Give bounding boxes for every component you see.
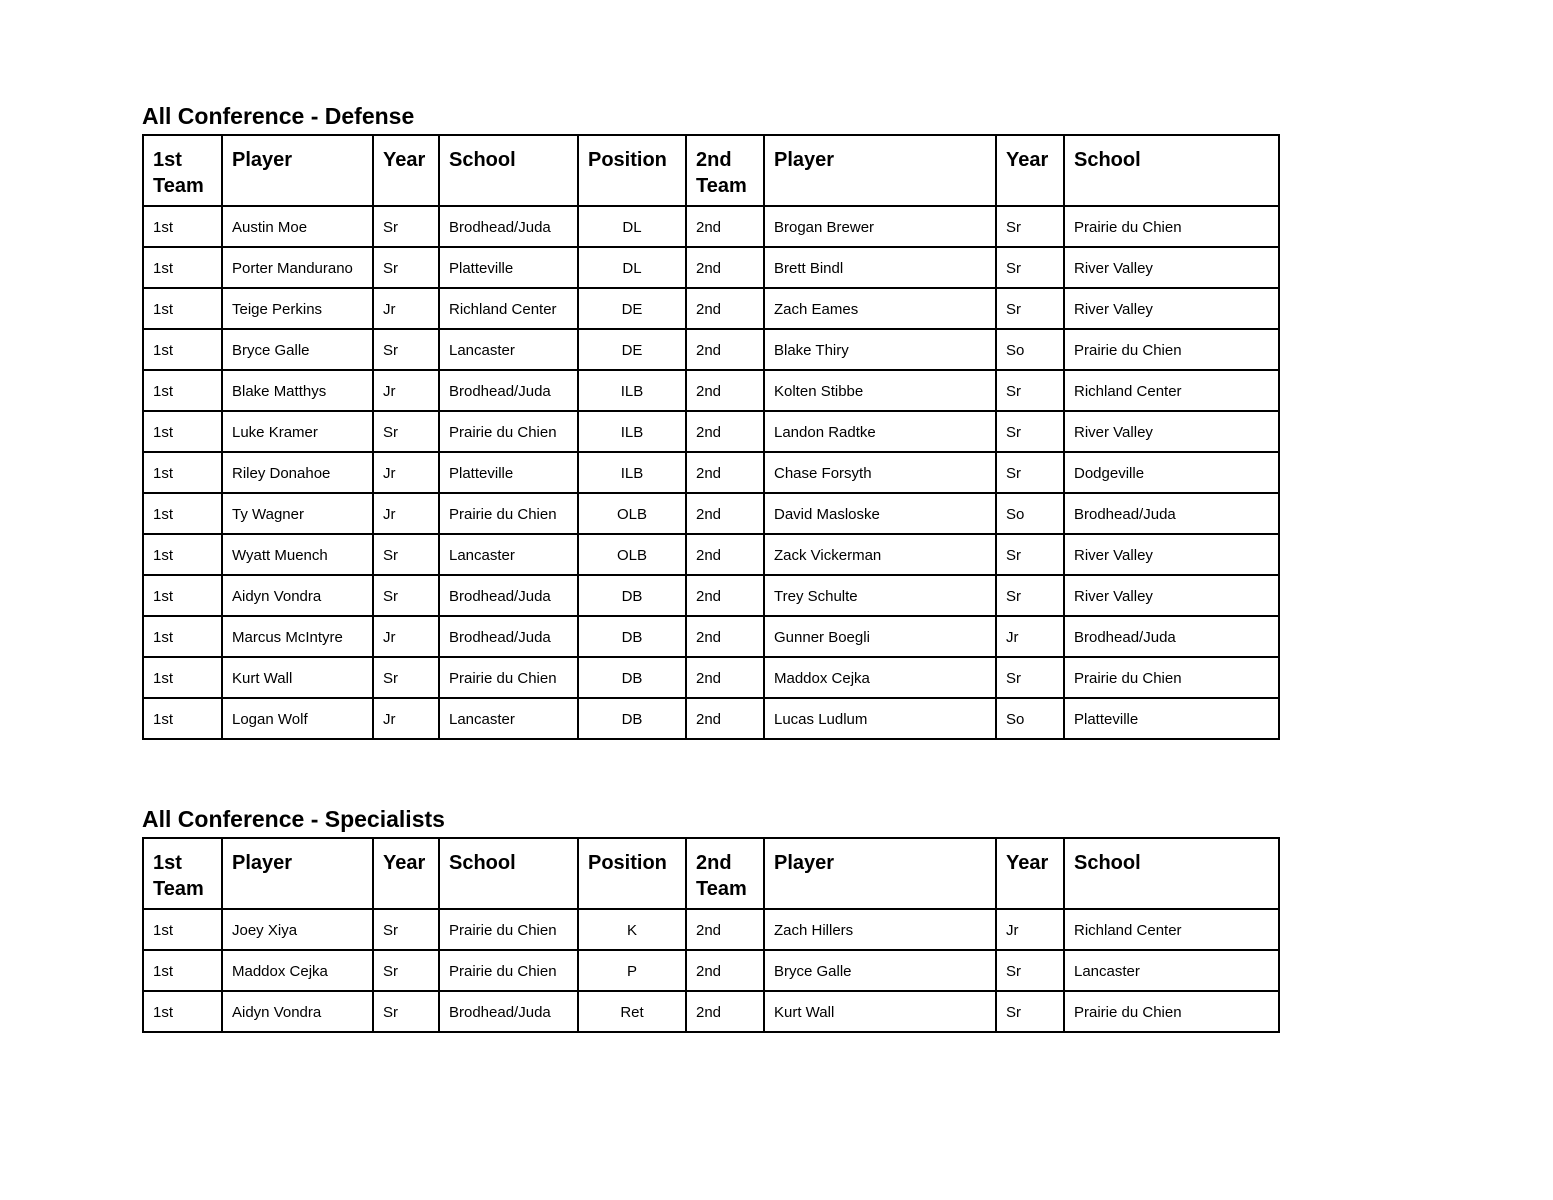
header-player: Player	[222, 135, 373, 206]
school-cell: Brodhead/Juda	[439, 991, 578, 1032]
second-team-cell: 2nd	[686, 329, 764, 370]
defense-header-row	[143, 135, 1279, 206]
year-cell: Sr	[373, 991, 439, 1032]
first-team-cell: 1st	[143, 950, 222, 991]
player-2nd-cell: Zach Hillers	[764, 909, 996, 950]
second-team-cell: 2nd	[686, 206, 764, 247]
first-team-cell: 1st	[143, 991, 222, 1032]
year-2nd-cell: Sr	[996, 452, 1064, 493]
first-team-cell: 1st	[143, 288, 222, 329]
year-2nd-cell: Sr	[996, 657, 1064, 698]
school-cell: Prairie du Chien	[439, 411, 578, 452]
header-player-2nd: Player	[764, 838, 996, 909]
school-2nd-cell: Brodhead/Juda	[1064, 616, 1279, 657]
first-team-cell: 1st	[143, 909, 222, 950]
header-year: Year	[373, 838, 439, 909]
first-team-cell: 1st	[143, 247, 222, 288]
header-1st-team: 1st Team	[143, 838, 222, 909]
second-team-cell: 2nd	[686, 452, 764, 493]
player-cell: Blake Matthys	[222, 370, 373, 411]
school-cell: Platteville	[439, 452, 578, 493]
player-cell: Joey Xiya	[222, 909, 373, 950]
school-cell: Brodhead/Juda	[439, 616, 578, 657]
player-2nd-cell: Blake Thiry	[764, 329, 996, 370]
second-team-cell: 2nd	[686, 370, 764, 411]
year-cell: Sr	[373, 950, 439, 991]
player-2nd-cell: Zack Vickerman	[764, 534, 996, 575]
year-cell: Sr	[373, 575, 439, 616]
second-team-cell: 2nd	[686, 616, 764, 657]
year-2nd-cell: Sr	[996, 206, 1064, 247]
position-cell: K	[578, 909, 686, 950]
player-2nd-cell: Brett Bindl	[764, 247, 996, 288]
specialists-section	[142, 803, 1280, 1033]
table-row	[143, 657, 1279, 698]
school-2nd-cell: Prairie du Chien	[1064, 206, 1279, 247]
position-cell: P	[578, 950, 686, 991]
first-team-cell: 1st	[143, 698, 222, 739]
year-2nd-cell: So	[996, 329, 1064, 370]
school-2nd-cell: Richland Center	[1064, 909, 1279, 950]
year-cell: Sr	[373, 247, 439, 288]
player-cell: Ty Wagner	[222, 493, 373, 534]
player-cell: Porter Mandurano	[222, 247, 373, 288]
year-2nd-cell: Sr	[996, 534, 1064, 575]
table-row	[143, 534, 1279, 575]
second-team-cell: 2nd	[686, 575, 764, 616]
school-2nd-cell: Prairie du Chien	[1064, 329, 1279, 370]
year-cell: Sr	[373, 534, 439, 575]
school-2nd-cell: River Valley	[1064, 288, 1279, 329]
first-team-cell: 1st	[143, 452, 222, 493]
year-2nd-cell: Sr	[996, 370, 1064, 411]
player-2nd-cell: David Masloske	[764, 493, 996, 534]
position-cell: DL	[578, 206, 686, 247]
position-cell: DB	[578, 575, 686, 616]
specialists-table	[142, 837, 1280, 1033]
school-2nd-cell: Brodhead/Juda	[1064, 493, 1279, 534]
second-team-cell: 2nd	[686, 288, 764, 329]
year-2nd-cell: So	[996, 698, 1064, 739]
second-team-cell: 2nd	[686, 657, 764, 698]
first-team-cell: 1st	[143, 534, 222, 575]
year-cell: Jr	[373, 288, 439, 329]
table-row	[143, 991, 1279, 1032]
header-2nd-team: 2nd Team	[686, 135, 764, 206]
table-row	[143, 206, 1279, 247]
player-cell: Riley Donahoe	[222, 452, 373, 493]
player-2nd-cell: Gunner Boegli	[764, 616, 996, 657]
table-row	[143, 575, 1279, 616]
year-2nd-cell: Sr	[996, 991, 1064, 1032]
player-cell: Marcus McIntyre	[222, 616, 373, 657]
specialists-title: All Conference - Specialists	[142, 806, 445, 832]
player-cell: Luke Kramer	[222, 411, 373, 452]
player-2nd-cell: Kolten Stibbe	[764, 370, 996, 411]
school-2nd-cell: River Valley	[1064, 534, 1279, 575]
position-cell: ILB	[578, 411, 686, 452]
table-row	[143, 411, 1279, 452]
year-2nd-cell: Sr	[996, 247, 1064, 288]
player-cell: Teige Perkins	[222, 288, 373, 329]
school-cell: Prairie du Chien	[439, 657, 578, 698]
school-2nd-cell: Platteville	[1064, 698, 1279, 739]
table-row	[143, 329, 1279, 370]
school-2nd-cell: Prairie du Chien	[1064, 991, 1279, 1032]
second-team-cell: 2nd	[686, 698, 764, 739]
header-1st-team: 1st Team	[143, 135, 222, 206]
position-cell: OLB	[578, 493, 686, 534]
header-school-2nd: School	[1064, 838, 1279, 909]
header-school: School	[439, 838, 578, 909]
table-row	[143, 950, 1279, 991]
position-cell: ILB	[578, 452, 686, 493]
player-2nd-cell: Bryce Galle	[764, 950, 996, 991]
school-2nd-cell: River Valley	[1064, 575, 1279, 616]
table-row	[143, 909, 1279, 950]
defense-table	[142, 134, 1280, 740]
school-2nd-cell: Prairie du Chien	[1064, 657, 1279, 698]
player-cell: Wyatt Muench	[222, 534, 373, 575]
player-cell: Aidyn Vondra	[222, 575, 373, 616]
header-player: Player	[222, 838, 373, 909]
first-team-cell: 1st	[143, 206, 222, 247]
year-2nd-cell: Sr	[996, 575, 1064, 616]
position-cell: Ret	[578, 991, 686, 1032]
school-cell: Prairie du Chien	[439, 950, 578, 991]
table-row	[143, 370, 1279, 411]
year-cell: Jr	[373, 370, 439, 411]
position-cell: DB	[578, 698, 686, 739]
defense-section	[142, 100, 1280, 740]
school-2nd-cell: River Valley	[1064, 247, 1279, 288]
school-cell: Prairie du Chien	[439, 909, 578, 950]
header-school-2nd: School	[1064, 135, 1279, 206]
position-cell: DE	[578, 288, 686, 329]
second-team-cell: 2nd	[686, 534, 764, 575]
year-cell: Sr	[373, 329, 439, 370]
first-team-cell: 1st	[143, 370, 222, 411]
first-team-cell: 1st	[143, 493, 222, 534]
player-2nd-cell: Lucas Ludlum	[764, 698, 996, 739]
specialists-body	[143, 909, 1279, 1032]
table-row	[143, 698, 1279, 739]
header-position: Position	[578, 838, 686, 909]
defense-body	[143, 206, 1279, 739]
table-row	[143, 247, 1279, 288]
table-row	[143, 616, 1279, 657]
player-2nd-cell: Maddox Cejka	[764, 657, 996, 698]
year-2nd-cell: Sr	[996, 411, 1064, 452]
header-2nd-team: 2nd Team	[686, 838, 764, 909]
player-2nd-cell: Zach Eames	[764, 288, 996, 329]
year-cell: Sr	[373, 411, 439, 452]
table-row	[143, 452, 1279, 493]
player-2nd-cell: Landon Radtke	[764, 411, 996, 452]
second-team-cell: 2nd	[686, 247, 764, 288]
player-cell: Kurt Wall	[222, 657, 373, 698]
player-cell: Bryce Galle	[222, 329, 373, 370]
player-cell: Logan Wolf	[222, 698, 373, 739]
first-team-cell: 1st	[143, 616, 222, 657]
position-cell: DB	[578, 657, 686, 698]
table-row	[143, 288, 1279, 329]
year-cell: Jr	[373, 698, 439, 739]
second-team-cell: 2nd	[686, 493, 764, 534]
player-2nd-cell: Brogan Brewer	[764, 206, 996, 247]
position-cell: DB	[578, 616, 686, 657]
year-cell: Sr	[373, 206, 439, 247]
first-team-cell: 1st	[143, 411, 222, 452]
specialists-header-row	[143, 838, 1279, 909]
header-position: Position	[578, 135, 686, 206]
position-cell: OLB	[578, 534, 686, 575]
school-2nd-cell: Lancaster	[1064, 950, 1279, 991]
school-cell: Lancaster	[439, 698, 578, 739]
year-cell: Jr	[373, 616, 439, 657]
player-cell: Aidyn Vondra	[222, 991, 373, 1032]
player-cell: Maddox Cejka	[222, 950, 373, 991]
year-2nd-cell: Sr	[996, 950, 1064, 991]
table-row	[143, 493, 1279, 534]
school-cell: Lancaster	[439, 534, 578, 575]
defense-title: All Conference - Defense	[142, 103, 415, 129]
year-2nd-cell: Jr	[996, 909, 1064, 950]
second-team-cell: 2nd	[686, 411, 764, 452]
player-cell: Austin Moe	[222, 206, 373, 247]
first-team-cell: 1st	[143, 575, 222, 616]
first-team-cell: 1st	[143, 329, 222, 370]
second-team-cell: 2nd	[686, 950, 764, 991]
header-year: Year	[373, 135, 439, 206]
school-2nd-cell: Dodgeville	[1064, 452, 1279, 493]
school-cell: Lancaster	[439, 329, 578, 370]
school-cell: Richland Center	[439, 288, 578, 329]
second-team-cell: 2nd	[686, 991, 764, 1032]
year-2nd-cell: So	[996, 493, 1064, 534]
school-2nd-cell: Richland Center	[1064, 370, 1279, 411]
year-cell: Sr	[373, 657, 439, 698]
position-cell: DE	[578, 329, 686, 370]
position-cell: DL	[578, 247, 686, 288]
year-2nd-cell: Jr	[996, 616, 1064, 657]
position-cell: ILB	[578, 370, 686, 411]
school-cell: Platteville	[439, 247, 578, 288]
year-cell: Jr	[373, 493, 439, 534]
header-year-2nd: Year	[996, 838, 1064, 909]
year-cell: Sr	[373, 909, 439, 950]
header-player-2nd: Player	[764, 135, 996, 206]
header-year-2nd: Year	[996, 135, 1064, 206]
year-2nd-cell: Sr	[996, 288, 1064, 329]
school-cell: Brodhead/Juda	[439, 370, 578, 411]
school-cell: Brodhead/Juda	[439, 206, 578, 247]
second-team-cell: 2nd	[686, 909, 764, 950]
header-school: School	[439, 135, 578, 206]
player-2nd-cell: Kurt Wall	[764, 991, 996, 1032]
year-cell: Jr	[373, 452, 439, 493]
school-2nd-cell: River Valley	[1064, 411, 1279, 452]
first-team-cell: 1st	[143, 657, 222, 698]
school-cell: Prairie du Chien	[439, 493, 578, 534]
player-2nd-cell: Chase Forsyth	[764, 452, 996, 493]
school-cell: Brodhead/Juda	[439, 575, 578, 616]
player-2nd-cell: Trey Schulte	[764, 575, 996, 616]
